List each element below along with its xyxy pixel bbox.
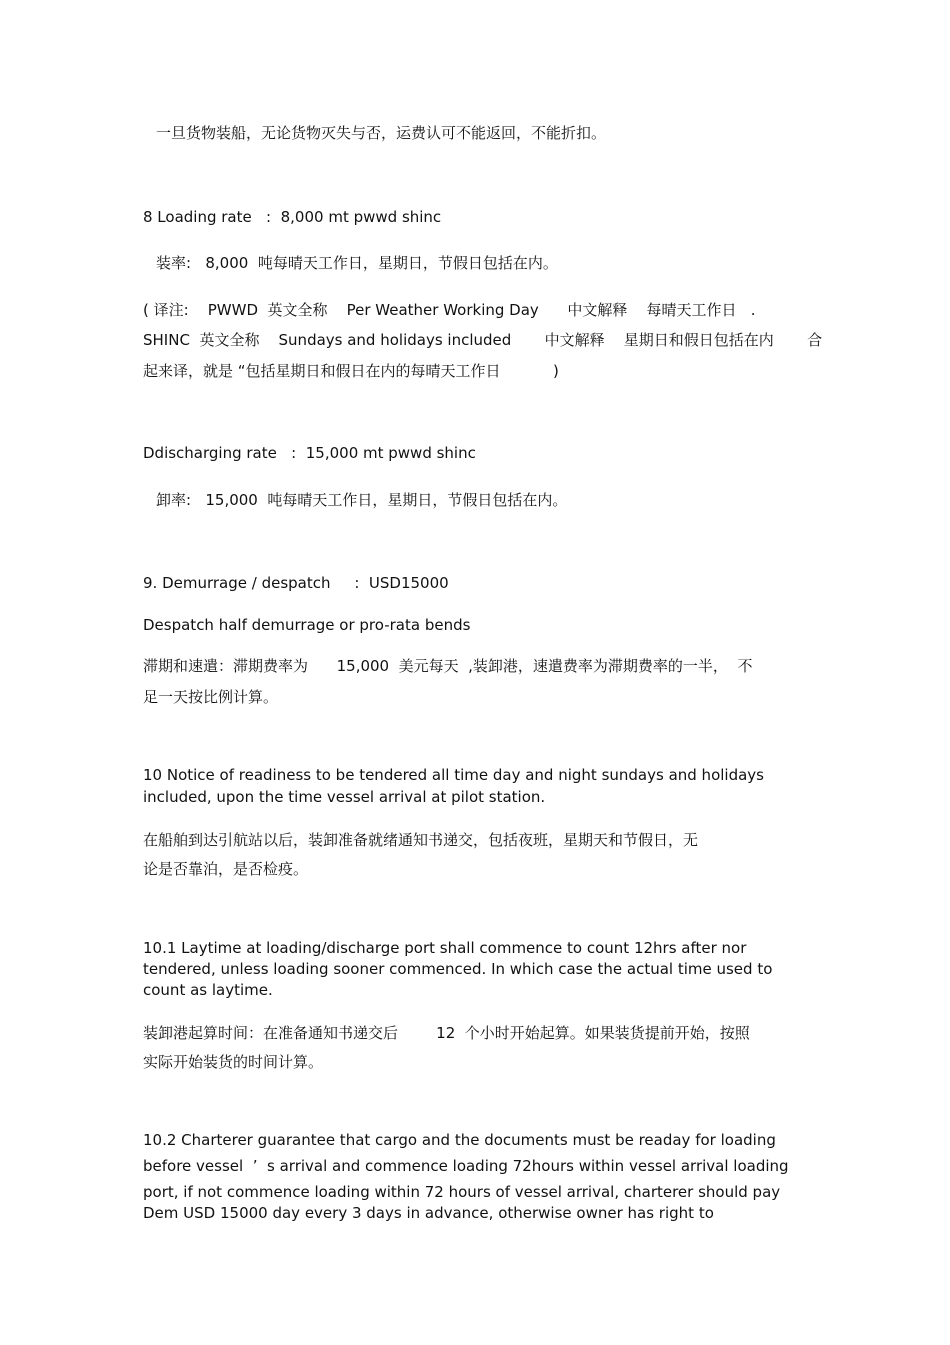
text-line: 足一天按比例计算。 [143,688,279,706]
text-line: 9. Demurrage / despatch : USD15000 [143,574,449,592]
text-line: 10 Notice of readiness to be tendered all time day and night sundays and holidays [143,766,764,784]
text-line: ( 译注: PWWD 英文全称 Per Weather Working Day 中文解释 每晴天工作日 . [143,301,756,319]
text-line: 在船舶到达引航站以后，装卸准备就绪通知书递交，包括夜班，星期天和节假日，无 [143,831,699,849]
text-line: Dem USD 15000 day every 3 days in advance, otherwise owner has right to [143,1204,714,1222]
text-line: Ddischarging rate : 15,000 mt pwwd shinc [143,444,476,462]
text-line: 10.1 Laytime at loading/discharge port shall commence to count 12hrs after nor [143,939,747,957]
text-line: 滞期和速遣：滞期费率为 15,000 美元每天 ,装卸港，速遣费率为滞期费率的一半， 不 [143,657,753,675]
text-line: 装卸港起算时间：在准备通知书递交后 12 个小时开始起算。如果装货提前开始，按照 [143,1024,750,1042]
text-line: 8 Loading rate : 8,000 mt pwwd shinc [143,208,442,226]
text-line: count as laytime. [143,981,273,999]
text-line: tendered, unless loading sooner commenced. In which case the actual time used to [143,960,773,978]
text-line: port, if not commence loading within 72 hours of vessel arrival, charterer should pay [143,1183,781,1201]
text-line: 起来译，就是 “包括星期日和假日在内的每晴天工作日 ) [143,362,559,380]
text-line: 10.2 Charterer guarantee that cargo and the documents must be readay for loading [143,1131,776,1149]
text-line: 卸率: 15,000 吨每晴天工作日，星期日，节假日包括在内。 [156,491,568,509]
text-line: Despatch half demurrage or pro-rata bends [143,616,471,634]
text-line: SHINC 英文全称 Sundays and holidays included 中文解释 星期日和假日包括在内 合 [143,331,823,349]
text-line: included, upon the time vessel arrival at pilot station. [143,788,546,806]
text-line: 一旦货物装船，无论货物灭失与否，运费认可不能返回，不能折扣。 [156,124,607,142]
text-line: 装率: 8,000 吨每晴天工作日，星期日，节假日包括在内。 [156,254,558,272]
text-line: 论是否靠泊，是否检疫。 [143,860,309,878]
text-line: before vessel ’ s arrival and commence loading 72hours within vessel arrival loading [143,1157,789,1175]
text-line: 实际开始装货的时间计算。 [143,1053,324,1071]
